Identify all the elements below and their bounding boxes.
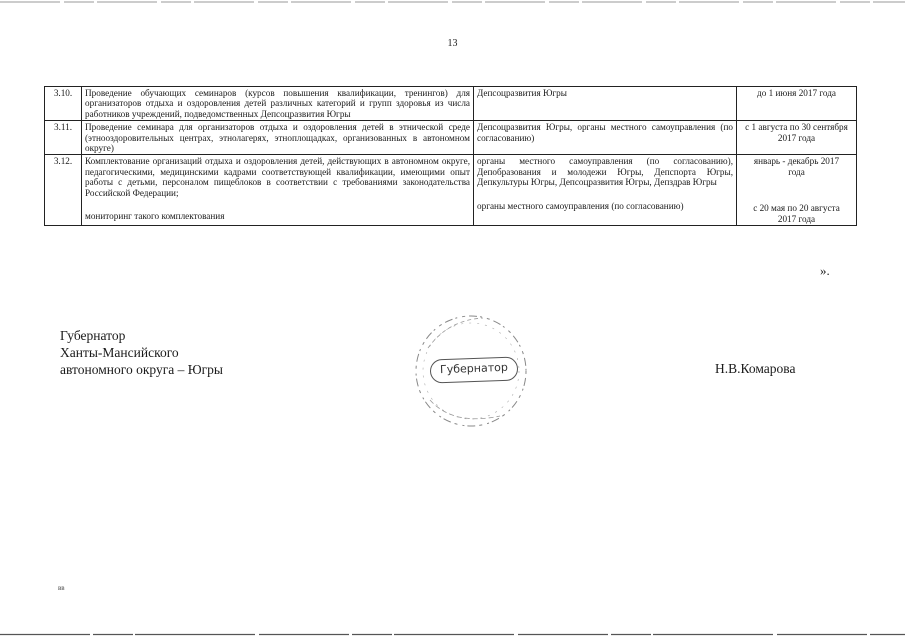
table-row (45, 87, 857, 121)
signatory-title-line: Ханты-Мансийского (60, 345, 179, 360)
deadline-cell (737, 155, 857, 226)
footer-mark: вв (58, 584, 65, 592)
activity-description: Комплектование организаций отдыха и оздоровления детей, действующих в автономном округе, педагогическими, медицинскими кадрами соответствующей квалификации, имеющими опыт работы с детьми, персоналом пищеблоков в соответствии с требованиями законодательства Российской Федерации; (85, 156, 470, 198)
row-number: 3.11. (45, 121, 82, 155)
responsible-party: Депсоцразвития Югры (474, 87, 737, 121)
responsible-party-secondary: органы местного самоуправления (по согласованию) (477, 200, 684, 211)
table-row (45, 155, 857, 226)
activity-description: Проведение обучающих семинаров (курсов повышения квалификации, тренингов) для организаторов отдыха и оздоровления детей различных категорий и групп здоровья из числа работников учреждений, подведомственных Депсоцразвития Югры (82, 87, 474, 121)
scan-edge-bottom (0, 633, 905, 636)
responsible-party: Депсоцразвития Югры, органы местного самоуправления (по согласованию) (474, 121, 737, 155)
deadline: январь - декабрь 2017 года (753, 156, 840, 177)
signatory-title-line: Губернатор (60, 328, 126, 343)
activity-description-cell (82, 155, 474, 226)
responsible-party: органы местного самоуправления (по согласованию), Депобразования и молодежи Югры, Депспорта Югры, Депкультуры Югры, Депсоцразвития Югры, Депздрав Югры (477, 156, 733, 188)
page-number: 13 (447, 38, 458, 49)
deadline-secondary: с 20 мая по 20 августа 2017 года (753, 203, 840, 224)
deadline: с 1 августа по 30 сентября 2017 года (737, 121, 857, 155)
closing-quote: ». (820, 263, 830, 278)
responsible-party-cell (474, 155, 737, 226)
row-number: 3.12. (45, 155, 82, 226)
signatory-title (60, 327, 223, 378)
activity-table (44, 86, 857, 226)
signer-name: Н.В.Комарова (715, 361, 796, 376)
signatory-title-line: автономного округа – Югры (60, 362, 223, 377)
deadline: до 1 июня 2017 года (737, 87, 857, 121)
activity-description: Проведение семинара для организаторов отдыха и оздоровления детей в этнической среде (этнооздоровительных центрах, этнолагерях, этноплощадках, организованных в автономном округе) (82, 121, 474, 155)
activity-description-secondary: мониторинг такого комплектования (85, 211, 225, 222)
table-row (45, 121, 857, 155)
scan-edge-top (0, 1, 905, 3)
row-number: 3.10. (45, 87, 82, 121)
seal-label: Губернатор (430, 356, 519, 383)
